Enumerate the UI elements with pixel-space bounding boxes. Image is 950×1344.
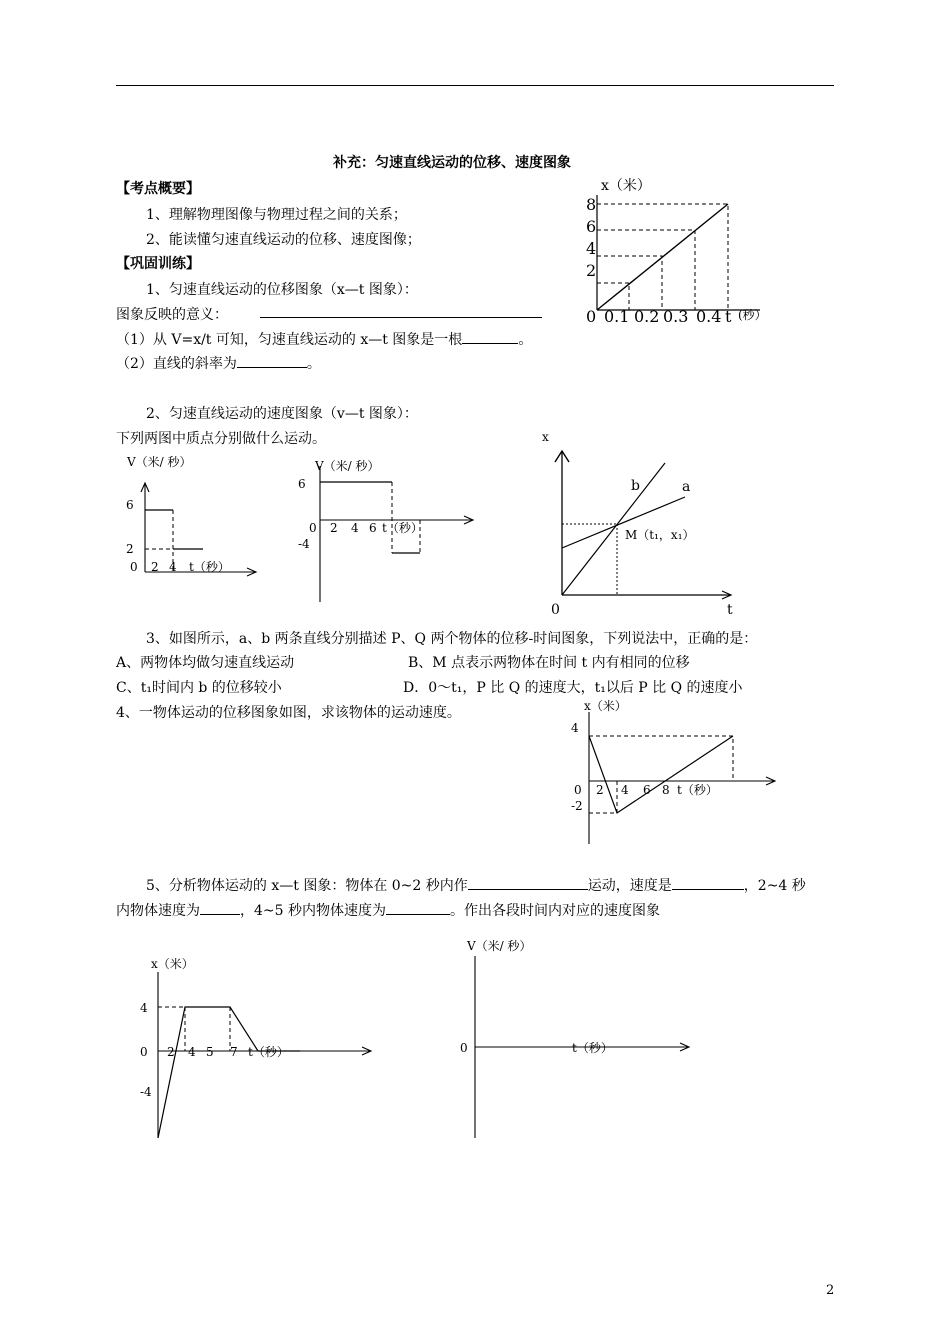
origin-label: 0 <box>309 521 317 535</box>
xtick-4: 4 <box>621 783 629 797</box>
label-a: a <box>682 479 691 495</box>
ytick-6: 6 <box>298 477 306 491</box>
axis-label-x: t（秒） <box>572 1041 613 1055</box>
label-b: b <box>631 478 640 494</box>
ytick-8: 8 <box>586 195 597 214</box>
ytick-4: 4 <box>586 239 597 258</box>
q1-item1: （1）从 V=x/t 可知，匀速直线运动的 x—t 图象是一根 。 <box>116 332 533 348</box>
origin-label: 0 <box>574 783 582 797</box>
xtick-4: 4 <box>169 560 177 574</box>
page-number: 2 <box>826 1283 835 1298</box>
axis-label-y: V（米/ 秒） <box>127 455 192 469</box>
axis-label-y: V（米/ 秒） <box>467 939 532 953</box>
xtick-0.2: 0.2 <box>634 307 660 326</box>
objective-1: 1、理解物理图像与物理过程之间的关系； <box>146 207 407 223</box>
xtick-2: 2 <box>167 1045 175 1059</box>
xtick-8: 8 <box>662 783 670 797</box>
q2-heading: 2、匀速直线运动的速度图象（v—t 图象）： <box>146 406 418 422</box>
origin-label: 0 <box>130 560 138 574</box>
q3-option-c: C、t₁时间内 b 的位移较小 <box>116 680 282 696</box>
axis-label-y: x（米） <box>151 957 194 971</box>
ytick-minus2: -2 <box>571 799 583 813</box>
xtick-7: 7 <box>230 1045 238 1059</box>
ytick-6: 6 <box>126 498 134 512</box>
axis-unit-x: (秒） <box>738 308 767 322</box>
xtick-2: 2 <box>151 560 159 574</box>
q5-line1: 5、分析物体运动的 x—t 图象：物体在 0~2 秒内作 运动，速度是 ，2~4 秒 <box>146 878 806 894</box>
axis-label-y: x（米） <box>584 699 627 713</box>
q1-meaning-prompt: 图象反映的意义： <box>116 307 228 323</box>
xtick-6: 6 <box>643 783 651 797</box>
axis-label-x: t（秒） <box>677 783 718 797</box>
objective-2: 2、能读懂匀速直线运动的位移、速度图像； <box>146 232 421 248</box>
origin-label: 0 <box>140 1045 148 1059</box>
ytick-minus4: -4 <box>298 537 310 551</box>
xtick-2: 2 <box>330 521 338 535</box>
page-title: 补充：匀速直线运动的位移、速度图象 <box>333 155 571 171</box>
axis-label-x: t <box>725 307 732 326</box>
q2-prompt: 下列两图中质点分别做什么运动。 <box>116 431 326 447</box>
ytick-4: 4 <box>571 721 579 735</box>
origin-label: 0 <box>586 307 597 326</box>
xtick-4: 4 <box>351 521 359 535</box>
section-heading-practice: 【巩固训练】 <box>116 256 200 272</box>
q3-option-d: D．0～t₁，P 比 Q 的速度大，t₁以后 P 比 Q 的速度小 <box>403 680 743 696</box>
axis-label-x: t（秒） <box>382 521 423 535</box>
q3-option-a: A、两物体均做匀速直线运动 <box>116 655 295 671</box>
q1-item2: （2）直线的斜率为 。 <box>116 356 321 372</box>
q3-stem: 3、如图所示，a、b 两条直线分别描述 P、Q 两个物体的位移-时间图象，下列说法中，正确的是： <box>146 631 758 647</box>
xtick-2: 2 <box>596 783 604 797</box>
point-m-label: M（t₁，x₁） <box>625 528 695 542</box>
origin-label: 0 <box>551 602 560 618</box>
axis-label-x: t（秒） <box>189 560 230 574</box>
axis-label-y: V（米/ 秒） <box>315 459 380 473</box>
xtick-0.1: 0.1 <box>604 307 630 326</box>
ytick-2: 2 <box>126 542 134 556</box>
xtick-0.3: 0.3 <box>663 307 689 326</box>
ytick-4: 4 <box>140 1001 148 1015</box>
q4-stem: 4、一物体运动的位移图象如图，求该物体的运动速度。 <box>116 705 461 721</box>
q5-line2: 内物体速度为 ，4~5 秒内物体速度为 。作出各段时间内对应的速度图象 <box>116 903 660 919</box>
q3-option-b: B、M 点表示两物体在时间 t 内有相同的位移 <box>408 655 690 671</box>
xtick-4: 4 <box>188 1045 196 1059</box>
ytick-2: 2 <box>586 261 597 280</box>
xtick-5: 5 <box>206 1045 214 1059</box>
axis-label-x: t <box>727 602 733 618</box>
xtick-6: 6 <box>369 521 377 535</box>
section-heading-overview: 【考点概要】 <box>116 181 200 197</box>
axis-label-x: t（秒） <box>248 1045 289 1059</box>
axis-label-y: x <box>542 430 549 444</box>
xtick-0.4: 0.4 <box>696 307 722 326</box>
q1-heading: 1、匀速直线运动的位移图象（x—t 图象）： <box>146 282 418 298</box>
ytick-6: 6 <box>586 217 597 236</box>
axis-label-y: x（米） <box>601 178 651 194</box>
ytick-minus4: -4 <box>140 1085 152 1099</box>
origin-label: 0 <box>460 1041 468 1055</box>
